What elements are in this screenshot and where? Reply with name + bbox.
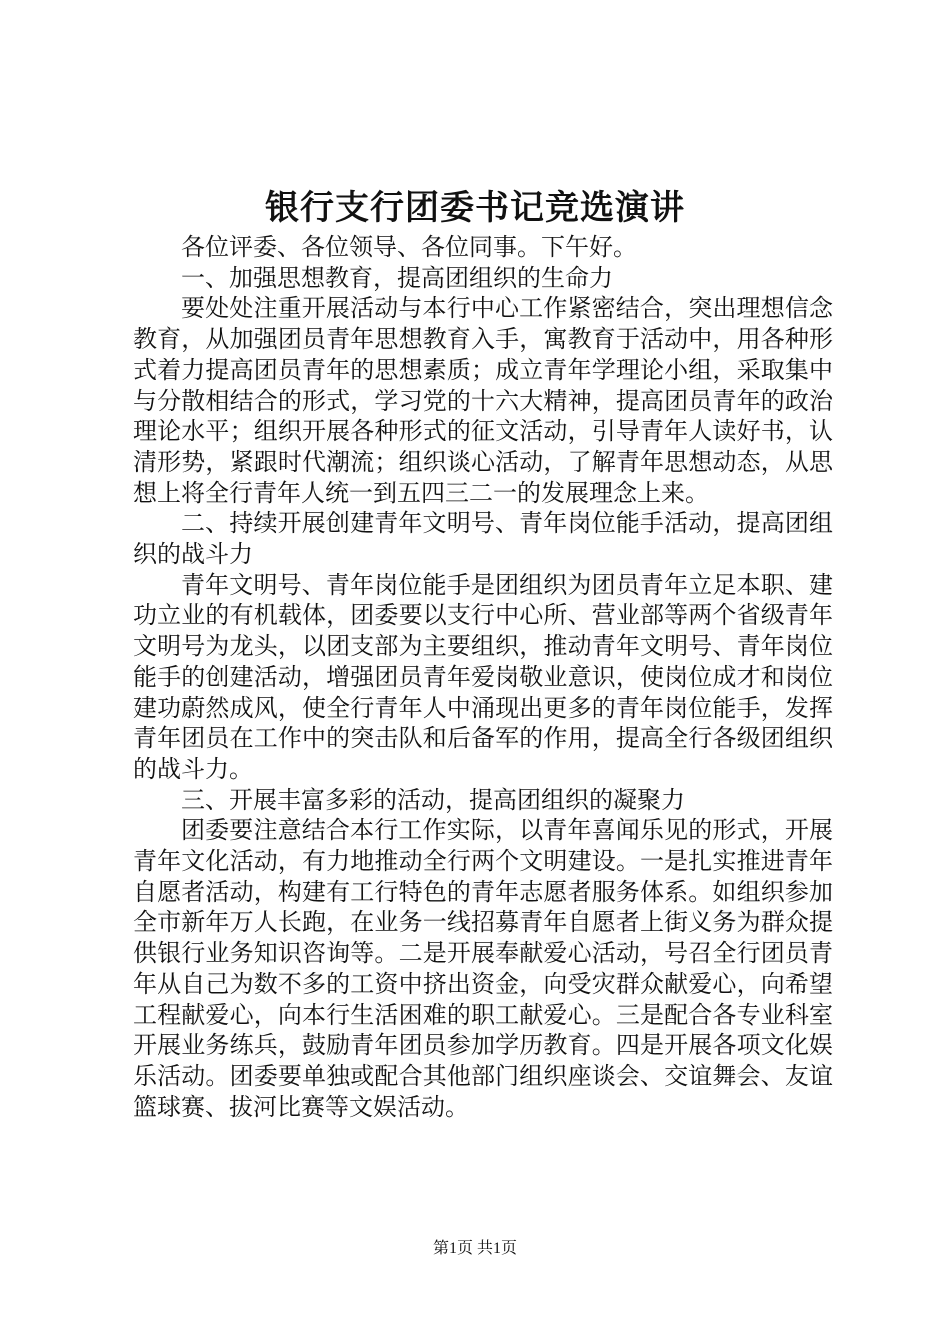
document-title: 银行支行团委书记竞选演讲 xyxy=(265,188,685,228)
section-body-2: 青年文明号、青年岗位能手是团组织为团员青年立足本职、建功立业的有机载体，团委要以支行中心所、营业部等两个省级青年文明号为龙头，以团支部为主要组织，推动青年文明号、青年岗位能手的创建活动，增强团员青年爱岗敬业意识，使岗位成才和岗位建功蔚然成风，使全行青年人中涌现出更多的青年岗位能手，发挥青年团员在工作中的突击队和后备军的作用，提高全行各级团组织的战斗力。 xyxy=(133,570,833,783)
section-heading-3: 三、开展丰富多彩的活动，提高团组织的凝聚力 xyxy=(181,785,685,814)
section-body-3: 团委要注意结合本行工作实际，以青年喜闻乐见的形式，开展青年文化活动，有力地推动全行两个文明建设。一是扎实推进青年自愿者活动，构建有工行特色的青年志愿者服务体系。如组织参加全市新年万人长跑，在业务一线招募青年自愿者上街义务为群众提供银行业务知识咨询等。二是开展奉献爱心活动，号召全行团员青年从自己为数不多的工资中挤出资金，向受灾群众献爱心，向希望工程献爱心，向本行生活困难的职工献爱心。三是配合各专业科室开展业务练兵，鼓励青年团员参加学历教育。四是开展各项文化娱乐活动。团委要单独或配合其他部门组织座谈会、交谊舞会、友谊篮球赛、拔河比赛等文娱活动。 xyxy=(133,816,833,1121)
section-heading-1: 一、加强思想教育，提高团组织的生命力 xyxy=(181,263,613,292)
document-body xyxy=(133,232,833,1122)
section-heading-2: 二、持续开展创建青年文明号、青年岗位能手活动，提高团组织的战斗力 xyxy=(133,509,833,569)
section-body-1: 要处处注重开展活动与本行中心工作紧密结合，突出理想信念教育，从加强团员青年思想教育入手，寓教育于活动中，用各种形式着力提高团员青年的思想素质；成立青年学理论小组，采取集中与分散相结合的形式，学习党的十六大精神，提高团员青年的政治理论水平；组织开展各种形式的征文活动，引导青年人读好书，认清形势，紧跟时代潮流；组织谈心活动，了解青年思想动态，从思想上将全行青年人统一到五四三二一的发展理念上来。 xyxy=(133,294,833,507)
greeting-paragraph: 各位评委、各位领导、各位同事。下午好。 xyxy=(181,233,637,261)
page-number-footer: 第1页 共1页 xyxy=(432,1240,517,1257)
